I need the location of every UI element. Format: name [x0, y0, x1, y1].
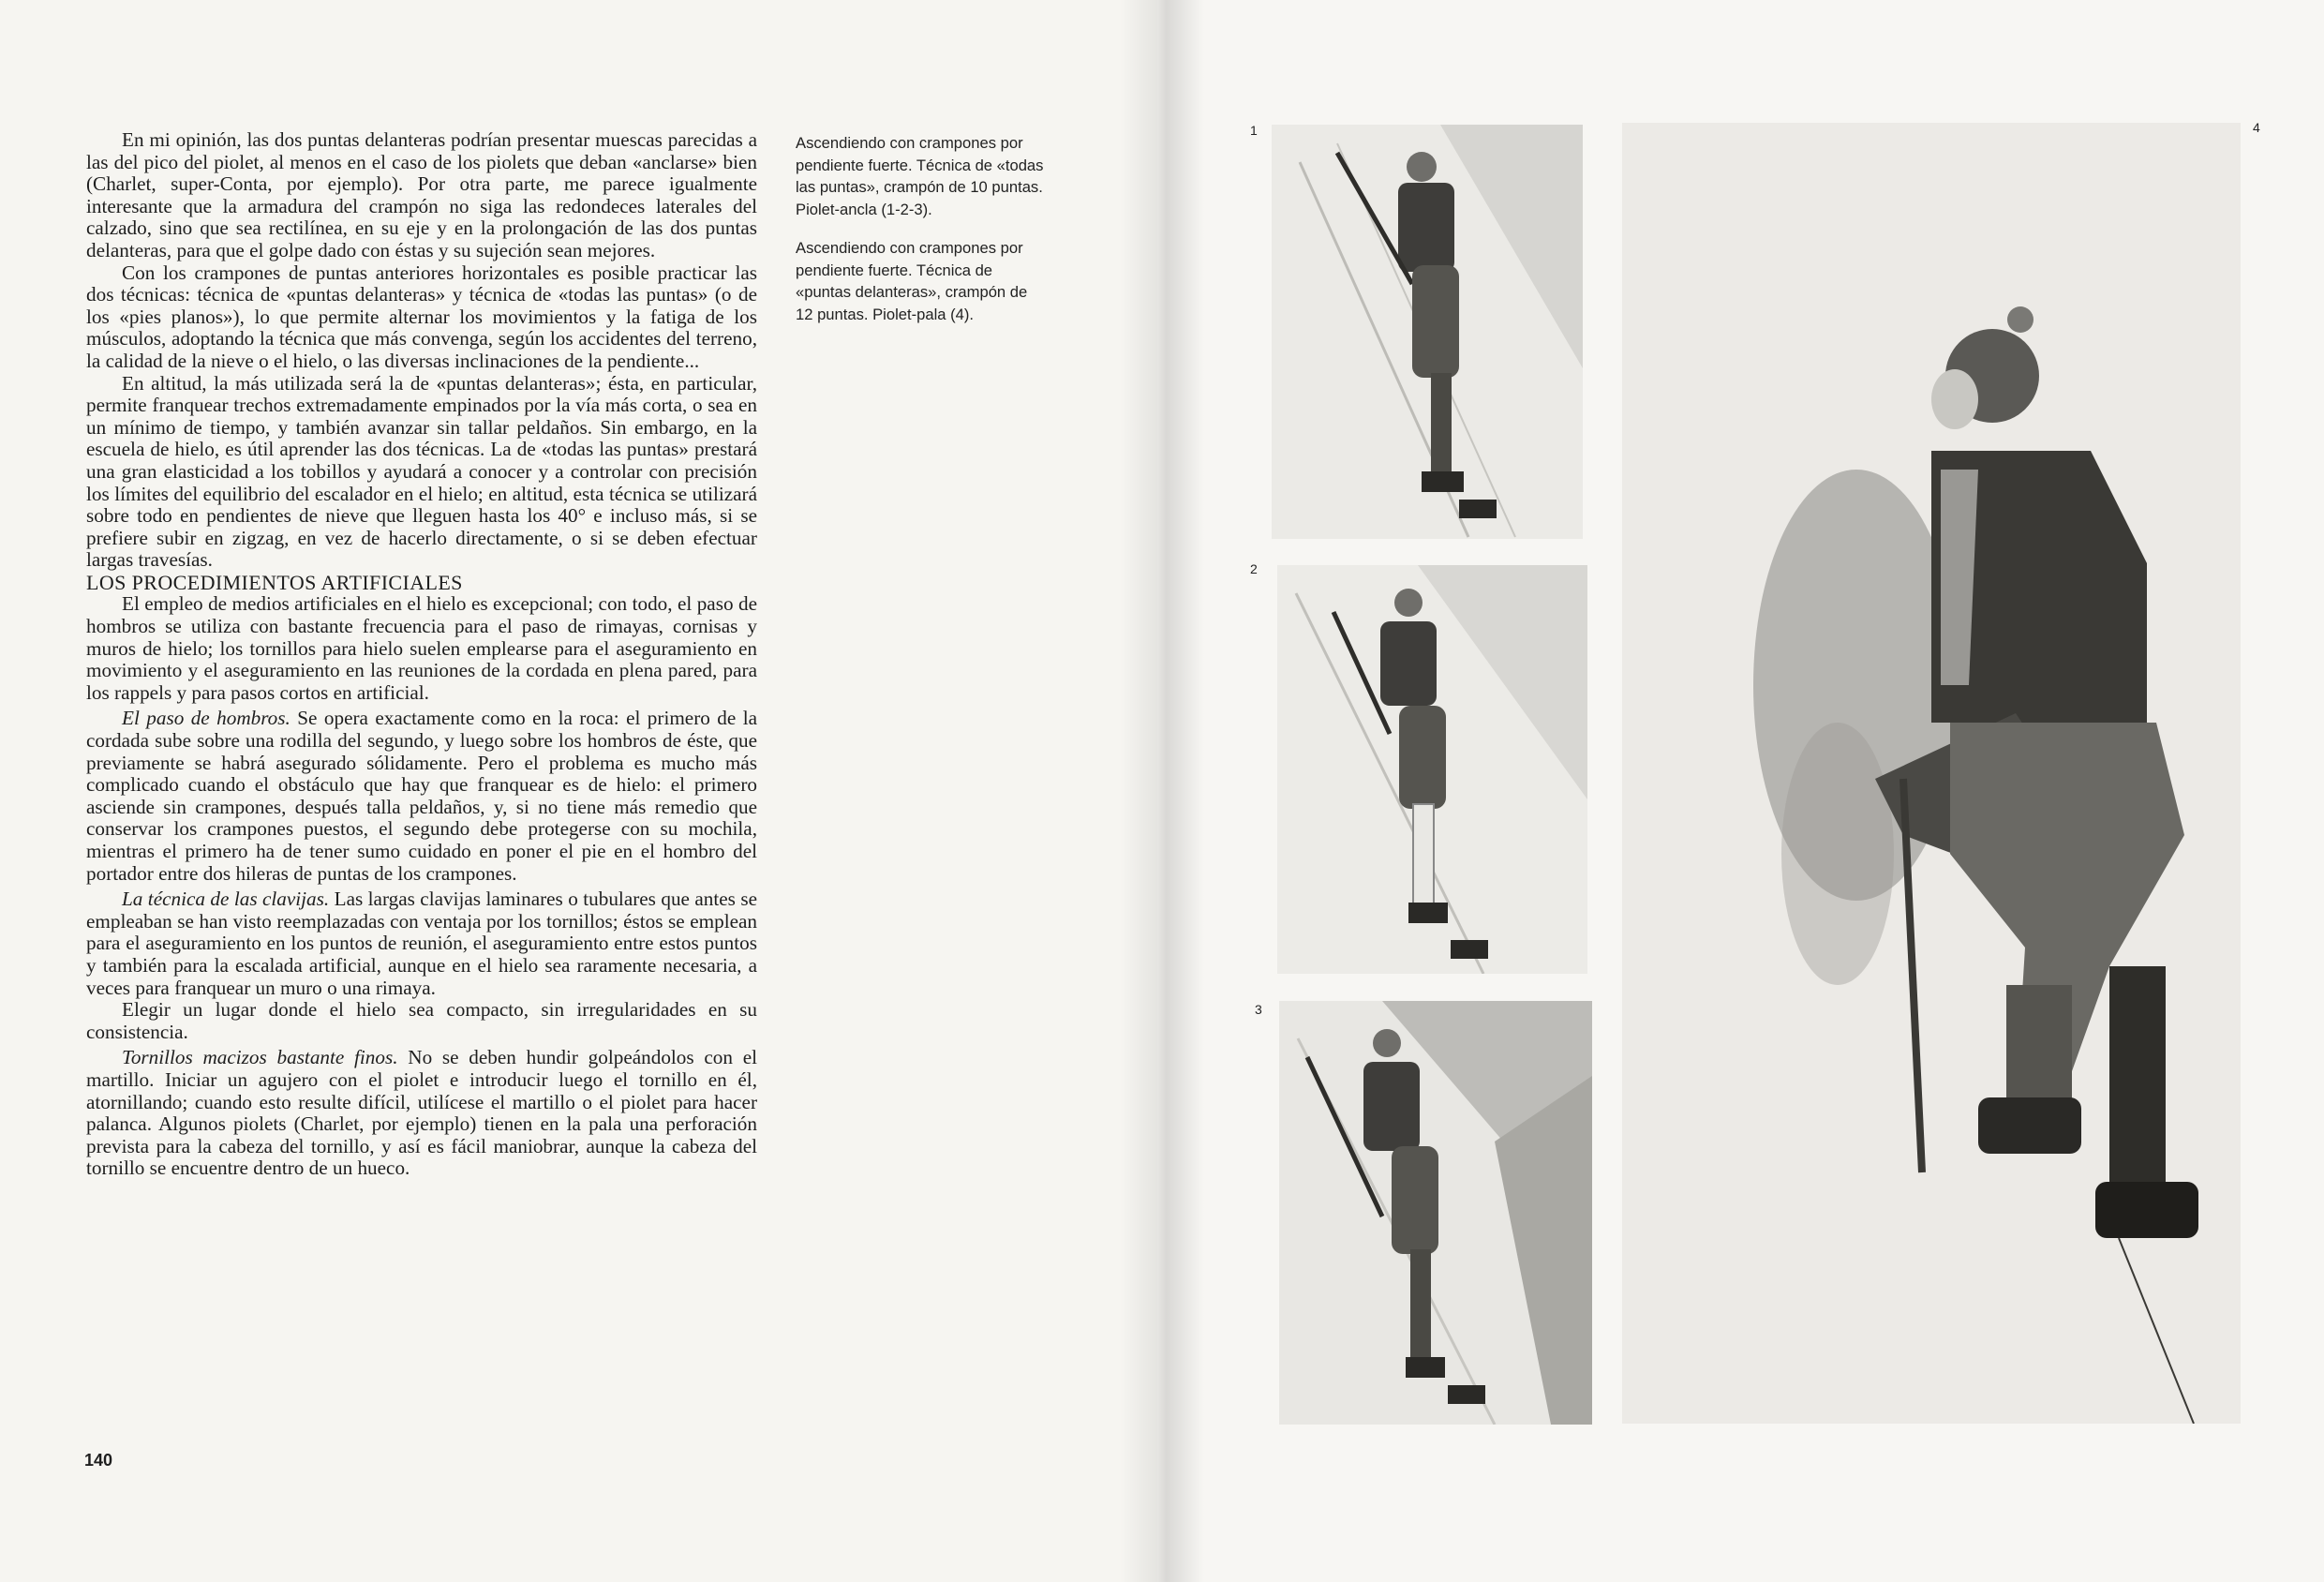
paragraph-tornillos: [86, 1047, 757, 1180]
clavijas-title: La técnica de las clavijas.: [122, 888, 330, 911]
figure-number-3: 3: [1255, 1002, 1262, 1017]
clavijas-text: Las largas clavijas laminares o tubulares que antes se empleaban se han visto reemplazadas con ventaja por los tornillos; éstos se emplean para el aseguramiento en los puntos de reunión, el aseguramiento entre estos puntos y también para la escalada artificial, aunque en el hielo sea raramente necesaria, a veces para franquear un muro o una rimaya.: [86, 888, 757, 999]
paragraph-artificiales: El empleo de medios artificiales en el hielo es excepcional; con todo, el paso de hombros se utiliza con bastante frecuencia para el paso de rimayas, cornisas y muros de hielo; los tornillos para hielo suelen emplearse para el aseguramiento en movimiento y el aseguramiento en las reuniones de la cordada en plena pared, para los rappels y para pasos cortos en artificial.: [86, 592, 757, 704]
caption-1: Ascendiendo con crampones por pendiente fuerte. Técnica de «todas las puntas», crampón de 10 puntas. Piolet-ancla (1-2-3).: [796, 134, 1044, 218]
paragraph-compacto: Elegir un lugar donde el hielo sea compacto, sin irregularidades en su consistencia.: [86, 998, 757, 1043]
figure-number-1: 1: [1250, 123, 1258, 138]
hombros-title: El paso de hombros.: [122, 707, 290, 730]
photo-captions: [796, 132, 1049, 342]
paragraph-3: En altitud, la más utilizada será la de «puntas delanteras»; ésta, en particular, permite franquear trechos extremadamente empinados por la vía más corta, o sea en un mínimo de tiempo, y también avanzar sin tallar peldaños. Sin embargo, en la escuela de hielo, es útil aprender las dos técnicas. La de «todas las puntas» prestará una gran elasticidad a los tobillos y ayudará a conocer y a controlar con precisión los límites del equilibrio del escalador en el hielo; en altitud, esta técnica se utilizará sobre todo en pendientes de nieve que lleguen hasta los 40° e incluso más, si se prefiere subir en zigzag, en vez de hacerlo directamente, o si se deben efectuar largas travesías.: [86, 371, 757, 572]
paragraph-clavijas: [86, 888, 757, 999]
caption-2: Ascendiendo con crampones por pendiente fuerte. Técnica de «puntas delanteras», crampón de 12 puntas. Piolet-pala (4).: [796, 239, 1028, 323]
body-text: [86, 129, 757, 1180]
figure-number-2: 2: [1250, 561, 1258, 576]
right-page: [1157, 0, 2324, 1582]
paragraph-hombros: [86, 708, 757, 885]
paragraph-1: En mi opinión, las dos puntas delanteras podrían presentar muescas parecidas a las del pico del piolet, al menos en el caso de los piolets que deban «anclarse» bien (Charlet, super-Conta, por ejemplo). Por otra parte, me parece igualmente interesante que la armadura del crampón no siga las redondeces laterales del calzado, sino que sea rectilínea, en su eje y en la prolongación de las dos puntas delanteras, para que el golpe dado con éstas y su sujeción sean mejores.: [86, 128, 757, 261]
tornillos-text: No se deben hundir golpeándolos con el martillo. Iniciar un agujero con el piolet e introducir luego el tornillo en él, atornillando; cuando esto resulte difícil, utilícese el martillo o el piolet para hacer palanca. Algunos piolets (Charlet, por ejemplo) tienen en la pala una perforación prevista para la cabeza del tornillo, y así es fácil maniobrar, aunque la cabeza del tornillo se encuentre dentro de un hueco.: [86, 1046, 757, 1180]
photo-climber-2: [1277, 565, 1587, 974]
photo-climber-3: [1279, 1001, 1592, 1425]
figure-number-4: 4: [2253, 120, 2260, 135]
page-number: 140: [84, 1451, 113, 1470]
paragraph-2: Con los crampones de puntas anteriores horizontales es posible practicar las dos técnicas: técnica de «puntas delanteras» y técnica de «todas las puntas» (o de los «pies planos»), lo que permite alternar los movimientos y la fatiga de los músculos, adoptando la técnica que más convenga, según los accidentes del terreno, la calidad de la nieve o el hielo, o las diversas inclinaciones de la pendiente...: [86, 261, 757, 372]
left-page: [0, 0, 1157, 1582]
tornillos-title: Tornillos macizos bastante finos.: [122, 1046, 398, 1069]
hombros-text: Se opera exactamente como en la roca: el primero de la cordada sube sobre una rodilla del segundo, y luego sobre los hombros de éste, que previamente se habrá asegurado sólidamente. Pero el problema es mucho más complicado cuando el obstáculo que hay que franquear es de hielo: el primero asciende sin crampones, después talla peldaños, y, si no tiene más remedio que conservar los crampones puestos, el segundo debe protegerse con su mochila, mientras el primero ha de tener sumo cuidado en poner el pie en el hombro del portador entre dos hileras de puntas de los crampones.: [86, 707, 758, 885]
section-heading: LOS PROCEDIMIENTOS ARTIFICIALES: [86, 570, 463, 594]
photo-climber-1: [1272, 125, 1583, 539]
photo-climber-4: [1622, 123, 2241, 1424]
